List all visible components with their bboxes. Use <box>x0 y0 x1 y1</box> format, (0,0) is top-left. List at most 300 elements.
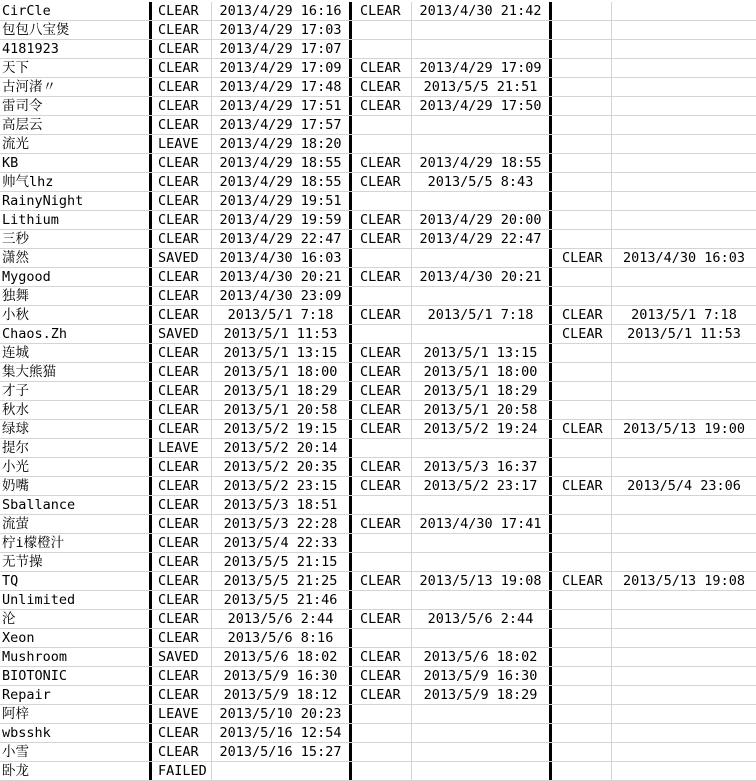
player-name-cell[interactable]: 天下 <box>0 59 152 77</box>
status-1-cell[interactable]: CLEAR <box>152 21 212 39</box>
time-2-cell[interactable] <box>412 439 552 457</box>
status-2-cell[interactable]: CLEAR <box>352 667 412 685</box>
time-1-cell[interactable]: 2013/4/30 23:09 <box>212 287 352 305</box>
status-3-cell[interactable] <box>552 553 612 571</box>
time-2-cell[interactable]: 2013/5/9 18:29 <box>412 686 552 704</box>
status-1-cell[interactable]: CLEAR <box>152 287 212 305</box>
time-2-cell[interactable] <box>412 325 552 343</box>
time-2-cell[interactable]: 2013/4/29 17:09 <box>412 59 552 77</box>
status-3-cell[interactable] <box>552 211 612 229</box>
status-3-cell[interactable] <box>552 230 612 248</box>
status-3-cell[interactable] <box>552 192 612 210</box>
time-1-cell[interactable]: 2013/5/1 18:29 <box>212 382 352 400</box>
status-2-cell[interactable]: CLEAR <box>352 572 412 590</box>
time-1-cell[interactable]: 2013/5/2 23:15 <box>212 477 352 495</box>
time-2-cell[interactable]: 2013/5/13 19:08 <box>412 572 552 590</box>
status-2-cell[interactable]: CLEAR <box>352 477 412 495</box>
status-3-cell[interactable] <box>552 2 612 20</box>
time-3-cell[interactable]: 2013/5/13 19:00 <box>623 421 745 437</box>
time-3-cell[interactable] <box>612 230 756 248</box>
time-2-cell[interactable]: 2013/5/6 2:44 <box>412 610 552 628</box>
time-2-cell[interactable]: 2013/5/1 18:00 <box>412 363 552 381</box>
player-name-cell[interactable]: Unlimited <box>0 591 152 609</box>
player-name-cell[interactable]: TQ <box>0 572 152 590</box>
time-2-cell[interactable] <box>412 724 552 742</box>
player-name-cell[interactable]: Lithium <box>0 211 152 229</box>
status-2-cell[interactable] <box>352 705 412 723</box>
time-1-cell[interactable]: 2013/5/3 18:51 <box>212 496 352 514</box>
time-1-cell[interactable]: 2013/5/2 20:35 <box>212 458 352 476</box>
table-row <box>0 553 756 572</box>
status-1-cell[interactable]: CLEAR <box>152 553 212 571</box>
status-3-cell[interactable] <box>552 724 612 742</box>
time-1-cell[interactable]: 2013/5/4 22:33 <box>212 534 352 552</box>
time-1-cell[interactable]: 2013/5/1 7:18 <box>212 306 352 324</box>
player-name-cell[interactable]: 绿球 <box>0 420 152 438</box>
status-1-cell[interactable]: CLEAR <box>152 306 212 324</box>
time-2-cell[interactable] <box>412 553 552 571</box>
time-3-cell[interactable] <box>612 705 756 723</box>
status-1-cell[interactable]: CLEAR <box>152 78 212 96</box>
time-3-cell[interactable] <box>612 78 756 96</box>
status-3-cell[interactable] <box>552 629 612 647</box>
time-1-cell[interactable] <box>212 762 352 780</box>
status-2-cell[interactable]: CLEAR <box>352 268 412 286</box>
time-3-cell[interactable] <box>612 553 756 571</box>
time-1-cell[interactable]: 2013/5/6 2:44 <box>212 610 352 628</box>
time-1-cell[interactable]: 2013/5/5 21:25 <box>212 572 352 590</box>
table-row <box>0 211 756 230</box>
status-1-cell[interactable]: CLEAR <box>152 173 212 191</box>
status-3-cell[interactable] <box>552 667 612 685</box>
time-3-cell[interactable] <box>612 401 756 419</box>
status-1-cell[interactable]: CLEAR <box>152 629 212 647</box>
time-3-cell[interactable]: 2013/5/13 19:08 <box>623 573 745 589</box>
player-name-cell[interactable]: wbsshk <box>0 724 152 742</box>
status-1-cell[interactable]: CLEAR <box>152 40 212 58</box>
table-row <box>0 762 756 781</box>
status-1-cell[interactable]: CLEAR <box>152 458 212 476</box>
time-3-cell[interactable]: 2013/4/30 16:03 <box>623 250 745 266</box>
time-3-cell[interactable] <box>612 135 756 153</box>
time-2-cell[interactable]: 2013/5/1 20:58 <box>412 401 552 419</box>
status-1-cell[interactable]: FAILED <box>152 762 212 780</box>
time-2-cell[interactable] <box>412 135 552 153</box>
time-2-cell[interactable] <box>412 591 552 609</box>
status-2-cell[interactable] <box>352 287 412 305</box>
status-1-cell[interactable]: CLEAR <box>152 268 212 286</box>
time-3-cell[interactable] <box>612 287 756 305</box>
player-name-cell[interactable]: 奶嘴 <box>0 477 152 495</box>
time-1-cell[interactable]: 2013/4/29 18:55 <box>212 154 352 172</box>
status-2-cell[interactable] <box>352 439 412 457</box>
status-2-cell[interactable] <box>352 724 412 742</box>
status-1-cell[interactable]: CLEAR <box>152 401 212 419</box>
time-1-cell[interactable]: 2013/5/3 22:28 <box>212 515 352 533</box>
status-1-cell[interactable]: CLEAR <box>152 534 212 552</box>
time-2-cell[interactable]: 2013/5/1 18:29 <box>412 382 552 400</box>
player-name-cell[interactable]: 卧龙 <box>0 762 152 780</box>
time-1-cell[interactable]: 2013/5/2 19:15 <box>212 420 352 438</box>
player-name-cell[interactable]: 无节操 <box>0 553 152 571</box>
player-name-cell[interactable]: Mygood <box>0 268 152 286</box>
status-1-cell[interactable]: CLEAR <box>152 154 212 172</box>
status-1-cell[interactable]: CLEAR <box>152 97 212 115</box>
status-2-cell[interactable] <box>352 249 412 267</box>
player-name-cell[interactable]: 集大熊猫 <box>0 363 152 381</box>
status-3-cell[interactable] <box>552 591 612 609</box>
table-row <box>0 40 756 59</box>
status-3-cell[interactable] <box>552 40 612 58</box>
player-name-cell[interactable]: 流光 <box>0 135 152 153</box>
time-1-cell[interactable]: 2013/4/29 18:55 <box>212 173 352 191</box>
time-3-cell[interactable] <box>612 40 756 58</box>
status-3-cell[interactable] <box>552 21 612 39</box>
time-1-cell[interactable]: 2013/4/29 19:59 <box>212 211 352 229</box>
player-name-cell[interactable]: 小秋 <box>0 306 152 324</box>
time-3-cell[interactable] <box>612 724 756 742</box>
status-3-cell[interactable] <box>552 515 612 533</box>
player-name-cell[interactable]: Repair <box>0 686 152 704</box>
time-2-cell[interactable] <box>412 629 552 647</box>
time-3-cell[interactable] <box>612 344 756 362</box>
player-name-cell[interactable]: Mushroom <box>0 648 152 666</box>
status-2-cell[interactable] <box>352 116 412 134</box>
time-3-cell[interactable] <box>612 211 756 229</box>
time-3-cell[interactable] <box>612 534 756 552</box>
status-2-cell[interactable]: CLEAR <box>352 306 412 324</box>
time-3-cell[interactable] <box>612 515 756 533</box>
time-1-cell[interactable]: 2013/5/1 11:53 <box>212 325 352 343</box>
status-3-cell[interactable] <box>552 382 612 400</box>
status-1-cell[interactable]: CLEAR <box>152 363 212 381</box>
status-2-cell[interactable]: CLEAR <box>352 173 412 191</box>
time-1-cell[interactable]: 2013/4/29 17:57 <box>212 116 352 134</box>
status-2-cell[interactable] <box>352 629 412 647</box>
status-3-cell[interactable]: CLEAR <box>552 477 612 495</box>
time-1-cell[interactable]: 2013/4/29 16:16 <box>212 2 352 20</box>
time-2-cell[interactable] <box>412 192 552 210</box>
time-1-cell[interactable]: 2013/5/9 16:30 <box>212 667 352 685</box>
player-name-cell[interactable]: 秋水 <box>0 401 152 419</box>
table-row <box>0 363 756 382</box>
player-name-cell[interactable]: 连城 <box>0 344 152 362</box>
time-3-cell[interactable] <box>612 458 756 476</box>
status-2-cell[interactable]: CLEAR <box>352 610 412 628</box>
player-name-cell[interactable]: 古河渚〃 <box>0 78 152 96</box>
player-name-cell[interactable]: Chaos.Zh <box>0 325 152 343</box>
time-2-cell[interactable] <box>412 249 552 267</box>
status-3-cell[interactable] <box>552 268 612 286</box>
time-2-cell[interactable]: 2013/5/9 16:30 <box>412 667 552 685</box>
time-2-cell[interactable]: 2013/5/2 23:17 <box>412 477 552 495</box>
time-2-cell[interactable]: 2013/5/1 13:15 <box>412 344 552 362</box>
status-2-cell[interactable] <box>352 762 412 780</box>
time-3-cell[interactable]: 2013/5/4 23:06 <box>627 478 741 494</box>
status-2-cell[interactable]: CLEAR <box>352 344 412 362</box>
time-2-cell[interactable] <box>412 762 552 780</box>
status-1-cell[interactable]: LEAVE <box>152 439 212 457</box>
player-name-cell[interactable]: 帅气lhz <box>0 173 152 191</box>
status-2-cell[interactable]: CLEAR <box>352 154 412 172</box>
status-3-cell[interactable] <box>552 97 612 115</box>
time-1-cell[interactable]: 2013/4/29 17:09 <box>212 59 352 77</box>
status-1-cell[interactable]: CLEAR <box>152 496 212 514</box>
player-name-cell[interactable]: 阿梓 <box>0 705 152 723</box>
status-1-cell[interactable]: LEAVE <box>152 135 212 153</box>
time-3-cell[interactable] <box>612 268 756 286</box>
status-2-cell[interactable] <box>352 135 412 153</box>
player-name-cell[interactable]: 才子 <box>0 382 152 400</box>
status-3-cell[interactable] <box>552 363 612 381</box>
status-2-cell[interactable] <box>352 591 412 609</box>
status-2-cell[interactable]: CLEAR <box>352 458 412 476</box>
status-2-cell[interactable] <box>352 534 412 552</box>
status-3-cell[interactable] <box>552 439 612 457</box>
time-2-cell[interactable] <box>412 116 552 134</box>
status-1-cell[interactable]: CLEAR <box>152 477 212 495</box>
status-3-cell[interactable]: CLEAR <box>552 249 612 267</box>
time-1-cell[interactable]: 2013/5/1 20:58 <box>212 401 352 419</box>
status-3-cell[interactable] <box>552 743 612 761</box>
status-3-cell[interactable] <box>552 116 612 134</box>
time-3-cell[interactable] <box>612 2 756 20</box>
status-3-cell[interactable] <box>552 401 612 419</box>
status-3-cell[interactable]: CLEAR <box>552 306 612 324</box>
time-1-cell[interactable]: 2013/5/10 20:23 <box>212 705 352 723</box>
player-name-cell[interactable]: KB <box>0 154 152 172</box>
time-1-cell[interactable]: 2013/5/1 13:15 <box>212 344 352 362</box>
time-1-cell[interactable]: 2013/4/29 19:51 <box>212 192 352 210</box>
player-name-cell[interactable]: 小雪 <box>0 743 152 761</box>
time-2-cell[interactable]: 2013/5/6 18:02 <box>412 648 552 666</box>
time-1-cell[interactable]: 2013/5/2 20:14 <box>212 439 352 457</box>
player-name-cell[interactable]: 柠i檬橙汁 <box>0 534 152 552</box>
status-1-cell[interactable]: CLEAR <box>152 743 212 761</box>
status-2-cell[interactable]: CLEAR <box>352 363 412 381</box>
time-3-cell[interactable] <box>612 382 756 400</box>
status-1-cell[interactable]: SAVED <box>152 648 212 666</box>
status-2-cell[interactable]: CLEAR <box>352 382 412 400</box>
time-2-cell[interactable] <box>412 21 552 39</box>
status-1-cell[interactable]: SAVED <box>152 249 212 267</box>
player-name-cell[interactable]: CirCle <box>0 2 152 20</box>
time-3-cell[interactable] <box>612 154 756 172</box>
time-1-cell[interactable]: 2013/4/29 18:20 <box>212 135 352 153</box>
time-2-cell[interactable]: 2013/4/29 17:50 <box>412 97 552 115</box>
status-1-cell[interactable]: CLEAR <box>152 724 212 742</box>
status-3-cell[interactable] <box>552 762 612 780</box>
status-3-cell[interactable]: CLEAR <box>552 420 612 438</box>
status-3-cell[interactable] <box>552 287 612 305</box>
time-2-cell[interactable]: 2013/4/30 21:42 <box>412 2 552 20</box>
table-row <box>0 572 756 591</box>
status-3-cell[interactable] <box>552 59 612 77</box>
player-name-cell[interactable]: 提尔 <box>0 439 152 457</box>
time-2-cell[interactable]: 2013/5/1 7:18 <box>412 306 552 324</box>
player-name-cell[interactable]: 三秒 <box>0 230 152 248</box>
time-3-cell[interactable] <box>612 439 756 457</box>
status-3-cell[interactable]: CLEAR <box>552 325 612 343</box>
table-row <box>0 173 756 192</box>
player-name-cell[interactable]: 流萤 <box>0 515 152 533</box>
time-1-cell[interactable]: 2013/4/29 17:03 <box>212 21 352 39</box>
table-row <box>0 667 756 686</box>
status-2-cell[interactable]: CLEAR <box>352 648 412 666</box>
time-2-cell[interactable] <box>412 705 552 723</box>
time-3-cell[interactable] <box>612 363 756 381</box>
table-row <box>0 135 756 154</box>
time-3-cell[interactable]: 2013/5/1 7:18 <box>631 307 737 323</box>
status-3-cell[interactable] <box>552 496 612 514</box>
status-1-cell[interactable]: CLEAR <box>152 591 212 609</box>
status-1-cell[interactable]: CLEAR <box>152 420 212 438</box>
status-1-cell[interactable]: CLEAR <box>152 211 212 229</box>
time-1-cell[interactable]: 2013/4/29 17:51 <box>212 97 352 115</box>
time-3-cell[interactable] <box>612 173 756 191</box>
time-3-cell[interactable] <box>612 762 756 780</box>
time-2-cell[interactable] <box>412 496 552 514</box>
status-3-cell[interactable]: CLEAR <box>552 572 612 590</box>
time-3-cell[interactable] <box>612 97 756 115</box>
player-name-cell[interactable]: Sballance <box>0 496 152 514</box>
player-name-cell[interactable]: 独舞 <box>0 287 152 305</box>
time-2-cell[interactable]: 2013/4/29 20:00 <box>412 211 552 229</box>
time-3-cell[interactable] <box>612 116 756 134</box>
status-2-cell[interactable] <box>352 192 412 210</box>
player-name-cell[interactable]: 潇然 <box>0 249 152 267</box>
status-1-cell[interactable]: CLEAR <box>152 686 212 704</box>
status-1-cell[interactable]: CLEAR <box>152 382 212 400</box>
time-3-cell[interactable] <box>612 192 756 210</box>
status-3-cell[interactable] <box>552 648 612 666</box>
time-3-cell[interactable] <box>612 648 756 666</box>
status-2-cell[interactable]: CLEAR <box>352 211 412 229</box>
time-3-cell[interactable] <box>612 59 756 77</box>
time-2-cell[interactable]: 2013/5/2 19:24 <box>412 420 552 438</box>
status-3-cell[interactable] <box>552 610 612 628</box>
player-name-cell[interactable]: Xeon <box>0 629 152 647</box>
time-3-cell[interactable] <box>612 496 756 514</box>
time-1-cell[interactable]: 2013/5/6 18:02 <box>212 648 352 666</box>
time-3-cell[interactable] <box>612 610 756 628</box>
status-2-cell[interactable] <box>352 496 412 514</box>
time-2-cell[interactable]: 2013/4/30 20:21 <box>412 268 552 286</box>
time-2-cell[interactable]: 2013/5/5 21:51 <box>412 78 552 96</box>
status-3-cell[interactable] <box>552 686 612 704</box>
time-1-cell[interactable]: 2013/5/5 21:46 <box>212 591 352 609</box>
time-1-cell[interactable]: 2013/5/9 18:12 <box>212 686 352 704</box>
time-2-cell[interactable] <box>412 40 552 58</box>
time-1-cell[interactable]: 2013/5/16 12:54 <box>212 724 352 742</box>
time-3-cell[interactable] <box>612 743 756 761</box>
time-3-cell[interactable] <box>612 667 756 685</box>
status-3-cell[interactable] <box>552 78 612 96</box>
time-2-cell[interactable]: 2013/5/3 16:37 <box>412 458 552 476</box>
time-3-cell[interactable]: 2013/5/1 11:53 <box>627 326 741 342</box>
time-1-cell[interactable]: 2013/4/29 17:48 <box>212 78 352 96</box>
status-3-cell[interactable] <box>552 344 612 362</box>
status-2-cell[interactable]: CLEAR <box>352 2 412 20</box>
player-name-cell[interactable]: RainyNight <box>0 192 152 210</box>
time-2-cell[interactable] <box>412 287 552 305</box>
status-3-cell[interactable] <box>552 173 612 191</box>
time-1-cell[interactable]: 2013/4/29 17:07 <box>212 40 352 58</box>
time-1-cell[interactable]: 2013/5/6 8:16 <box>212 629 352 647</box>
status-2-cell[interactable]: CLEAR <box>352 78 412 96</box>
status-1-cell[interactable]: CLEAR <box>152 515 212 533</box>
table-row <box>0 154 756 173</box>
time-1-cell[interactable]: 2013/4/29 22:47 <box>212 230 352 248</box>
status-1-cell[interactable]: CLEAR <box>152 116 212 134</box>
time-3-cell[interactable] <box>612 686 756 704</box>
time-1-cell[interactable]: 2013/4/30 20:21 <box>212 268 352 286</box>
time-1-cell[interactable]: 2013/5/16 15:27 <box>212 743 352 761</box>
status-1-cell[interactable]: CLEAR <box>152 667 212 685</box>
table-row <box>0 97 756 116</box>
player-name-cell[interactable]: BIOTONIC <box>0 667 152 685</box>
status-1-cell[interactable]: CLEAR <box>152 572 212 590</box>
time-2-cell[interactable]: 2013/4/30 17:41 <box>412 515 552 533</box>
status-2-cell[interactable]: CLEAR <box>352 515 412 533</box>
time-2-cell[interactable] <box>412 534 552 552</box>
status-2-cell[interactable] <box>352 743 412 761</box>
status-2-cell[interactable]: CLEAR <box>352 59 412 77</box>
player-name-cell[interactable]: 沦 <box>0 610 152 628</box>
status-1-cell[interactable]: CLEAR <box>152 230 212 248</box>
status-1-cell[interactable]: CLEAR <box>152 610 212 628</box>
status-2-cell[interactable] <box>352 40 412 58</box>
status-1-cell[interactable]: SAVED <box>152 325 212 343</box>
time-2-cell[interactable]: 2013/5/5 8:43 <box>412 173 552 191</box>
time-2-cell[interactable]: 2013/4/29 18:55 <box>412 154 552 172</box>
table-row <box>0 591 756 610</box>
time-3-cell[interactable] <box>612 629 756 647</box>
status-2-cell[interactable] <box>352 553 412 571</box>
time-3-cell[interactable] <box>612 591 756 609</box>
time-1-cell[interactable]: 2013/5/1 18:00 <box>212 363 352 381</box>
player-name-cell[interactable]: 高层云 <box>0 116 152 134</box>
status-2-cell[interactable]: CLEAR <box>352 686 412 704</box>
status-3-cell[interactable] <box>552 154 612 172</box>
time-1-cell[interactable]: 2013/4/30 16:03 <box>212 249 352 267</box>
status-1-cell[interactable]: CLEAR <box>152 192 212 210</box>
player-name-cell[interactable]: 4181923 <box>0 40 152 58</box>
player-name-cell[interactable]: 包包八宝煲 <box>0 21 152 39</box>
status-3-cell[interactable] <box>552 135 612 153</box>
status-2-cell[interactable] <box>352 21 412 39</box>
player-name-cell[interactable]: 雷司令 <box>0 97 152 115</box>
status-2-cell[interactable]: CLEAR <box>352 420 412 438</box>
status-2-cell[interactable]: CLEAR <box>352 97 412 115</box>
status-2-cell[interactable]: CLEAR <box>352 230 412 248</box>
status-2-cell[interactable]: CLEAR <box>352 401 412 419</box>
status-1-cell[interactable]: CLEAR <box>152 2 212 20</box>
time-3-cell[interactable] <box>612 21 756 39</box>
time-2-cell[interactable] <box>412 743 552 761</box>
status-3-cell[interactable] <box>552 534 612 552</box>
table-row <box>0 477 756 496</box>
time-1-cell[interactable]: 2013/5/5 21:15 <box>212 553 352 571</box>
status-1-cell[interactable]: LEAVE <box>152 705 212 723</box>
status-2-cell[interactable] <box>352 325 412 343</box>
status-3-cell[interactable] <box>552 705 612 723</box>
status-1-cell[interactable]: CLEAR <box>152 59 212 77</box>
status-1-cell[interactable]: CLEAR <box>152 344 212 362</box>
time-2-cell[interactable]: 2013/4/29 22:47 <box>412 230 552 248</box>
status-3-cell[interactable] <box>552 458 612 476</box>
player-name-cell[interactable]: 小光 <box>0 458 152 476</box>
